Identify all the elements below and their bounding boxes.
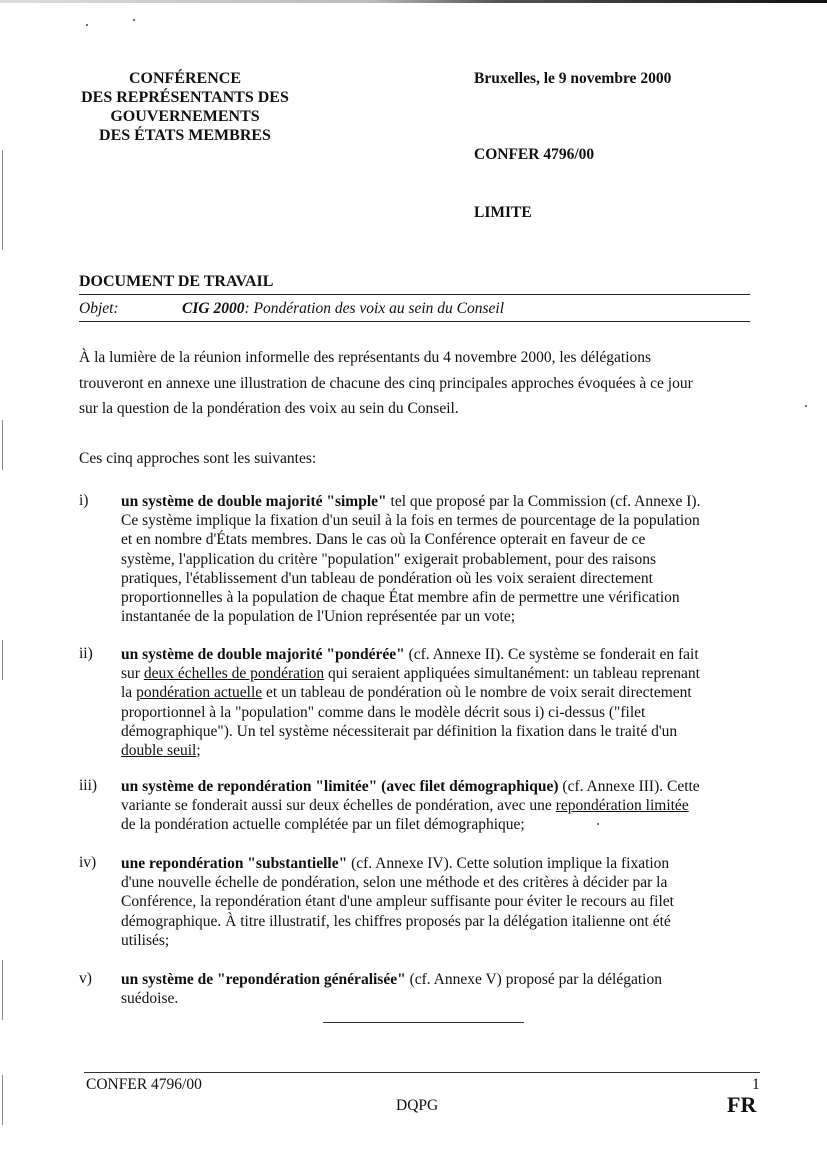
item-text: pratiques, l'établissement d'un tableau de pondération où les voix seraient directement <box>121 569 653 587</box>
footer-department: DQPG <box>396 1097 439 1114</box>
scan-top-edge <box>0 0 827 3</box>
place-date: Bruxelles, le 9 novembre 2000 <box>474 70 672 87</box>
institution-line: GOUVERNEMENTS <box>110 108 260 125</box>
item-text: (cf. Annexe III). Cette <box>558 778 700 795</box>
list-item <box>121 777 761 835</box>
list-item-line <box>121 989 761 1008</box>
list-item-line <box>121 854 761 873</box>
list-item-line <box>121 931 761 950</box>
list-item-number: ii) <box>79 645 93 662</box>
institution-line: CONFÉRENCE <box>128 70 241 87</box>
subject-rest: : Pondération des voix au sein du Conseil <box>244 300 505 317</box>
item-text: instantanée de la population de l'Union représentée par un vote; <box>121 608 516 626</box>
page-number: 1 <box>752 1076 760 1093</box>
item-text: proportionnelles à la population de chaque État membre afin de permettre une vérification <box>121 589 680 607</box>
intro-line: sur la question de la pondération des voix au sein du Conseil. <box>79 400 459 417</box>
list-item-number: iii) <box>79 777 98 794</box>
item-text: tel que proposé par la Commission (cf. Annexe I). <box>386 493 701 510</box>
item-text: la <box>121 684 137 702</box>
item-text: (cf. Annexe II). Ce système se fonderait en fait <box>404 646 699 663</box>
list-item <box>121 492 761 626</box>
item-text: démographique"). Un tel système nécessiterait par définition la fixation dans le traité d'un <box>121 722 678 740</box>
item-text: et en nombre d'États membres. Dans le cas où la Conférence opterait en faveur de ce <box>121 531 646 549</box>
item-text: variante se fonderait aussi sur deux échelles de pondération, avec une <box>121 797 556 815</box>
scan-left-mark <box>2 960 3 1020</box>
item-text: ; <box>196 742 201 760</box>
classification-label: LIMITE <box>474 204 532 221</box>
document-reference: CONFER 4796/00 <box>474 146 595 163</box>
list-item <box>121 970 761 1008</box>
list-item-number: v) <box>79 970 92 987</box>
item-text: qui seraient appliquées simultanément: un tableau reprenant <box>324 665 700 683</box>
list-item-line <box>121 683 761 702</box>
scan-left-mark <box>2 150 3 250</box>
list-item <box>121 645 761 760</box>
list-item-line <box>121 892 761 911</box>
scan-left-mark <box>2 420 3 470</box>
list-item-line <box>121 777 761 796</box>
list-item-line <box>121 703 761 722</box>
list-item-line <box>121 530 761 549</box>
language-code: FR <box>727 1092 757 1117</box>
subject-top-rule <box>79 294 750 295</box>
end-separator <box>323 1022 524 1023</box>
lead-in: Ces cinq approches sont les suivantes: <box>79 450 317 467</box>
underlined-term: repondération limitée <box>555 797 689 815</box>
scan-speck <box>133 19 135 21</box>
underlined-term: double seuil <box>121 742 197 760</box>
scan-left-mark <box>2 1075 3 1125</box>
list-item-line <box>121 569 761 588</box>
list-item-line <box>121 796 761 815</box>
underlined-term: deux échelles de pondération <box>143 665 325 683</box>
item-text: (cf. Annexe V) proposé par la délégation <box>405 971 662 988</box>
scan-speck <box>86 24 88 26</box>
intro-paragraph <box>79 345 759 422</box>
list-item-line <box>121 664 761 683</box>
list-item-number: i) <box>79 492 89 509</box>
intro-line: À la lumière de la réunion informelle des représentants du 4 novembre 2000, les délégations <box>79 349 652 366</box>
list-item-line <box>121 550 761 569</box>
subject-label: Objet: <box>79 300 119 317</box>
item-text: et un tableau de pondération où le nombre de voix serait directement <box>262 684 692 702</box>
footer-rule <box>84 1072 760 1073</box>
list-item-line <box>121 588 761 607</box>
item-text: (cf. Annexe IV). Cette solution implique la fixation <box>347 855 670 872</box>
item-text: de la pondération actuelle complétée par un filet démographique; <box>121 816 525 834</box>
item-heading: un système de double majorité "pondérée" <box>121 646 405 663</box>
institution-line: DES REPRÉSENTANTS DES <box>81 89 289 106</box>
item-text: système, l'application du critère "population" exigerait probablement, pour des raisons <box>121 550 656 568</box>
footer-reference: CONFER 4796/00 <box>86 1076 202 1093</box>
subject-bold-part: CIG 2000 <box>182 300 245 317</box>
list-item <box>121 854 761 950</box>
subject-text <box>182 300 504 318</box>
item-text: utilisés; <box>121 931 170 949</box>
list-item-line <box>121 815 761 834</box>
underlined-term: pondération actuelle <box>136 684 263 702</box>
document-type: DOCUMENT DE TRAVAIL <box>79 273 274 290</box>
list-item-line <box>121 645 761 664</box>
list-item-line <box>121 511 761 530</box>
scan-left-mark <box>2 640 3 680</box>
list-item-number: iv) <box>79 854 97 871</box>
list-item-line <box>121 970 761 989</box>
list-item-line <box>121 607 761 626</box>
list-item-line <box>121 492 761 511</box>
list-item-line <box>121 912 761 931</box>
list-item-line <box>121 741 761 760</box>
item-text: d'une nouvelle échelle de pondération, selon une méthode et des critères à décider par la <box>121 874 668 892</box>
scan-speck <box>805 405 807 407</box>
list-item-line <box>121 873 761 892</box>
list-item-line <box>121 722 761 741</box>
institution-heading <box>72 69 298 145</box>
subject-bottom-rule <box>79 321 750 322</box>
item-text: démographique. À titre illustratif, les chiffres proposés par la délégation italienne ont été <box>121 912 671 930</box>
item-heading: un système de repondération "limitée" (avec filet démographique) <box>121 778 559 795</box>
item-text: Conférence, la repondération étant d'une ampleur suffisante pour éviter le recours au filet <box>121 893 674 911</box>
item-heading: un système de "repondération généralisée" <box>121 971 406 988</box>
item-heading: une repondération "substantielle" <box>121 855 348 872</box>
item-text: proportionnel à la "population" comme dans le modèle décrit sous i) ci-dessus ("filet <box>121 703 646 721</box>
item-text: sur <box>121 665 144 683</box>
institution-line: DES ÉTATS MEMBRES <box>99 127 271 144</box>
item-heading: un système de double majorité "simple" <box>121 493 387 510</box>
item-text: suédoise. <box>121 990 179 1008</box>
intro-line: trouveront en annexe une illustration de chacune des cinq principales approches évoquées à ce jour <box>79 374 693 392</box>
item-text: Ce système implique la fixation d'un seuil à la fois en termes de pourcentage de la population <box>121 512 700 530</box>
